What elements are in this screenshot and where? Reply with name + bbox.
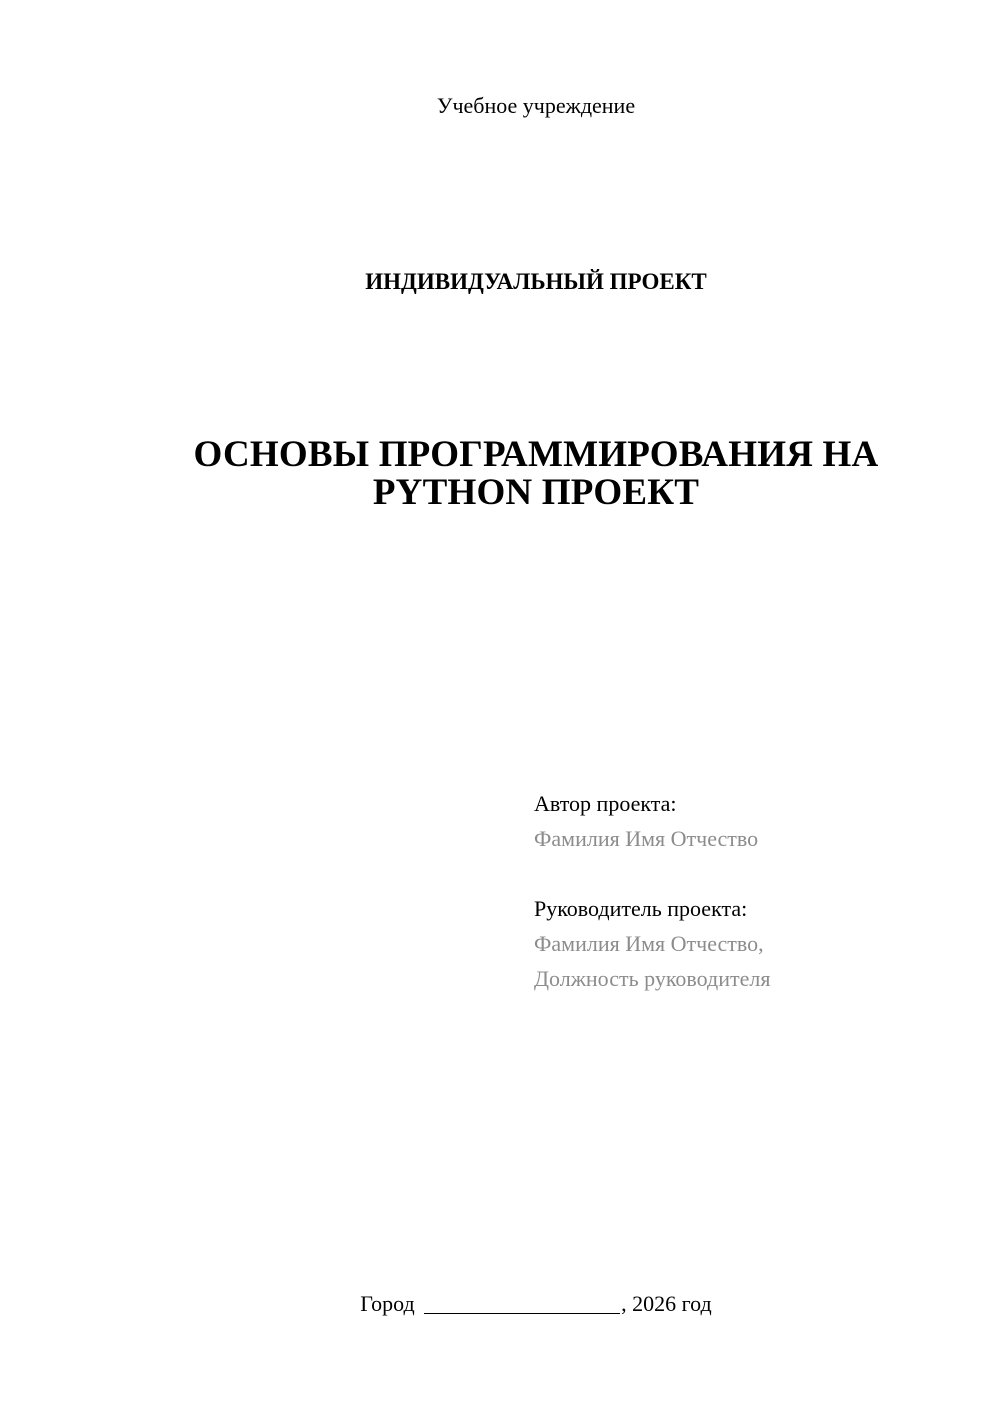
author-name-placeholder: Фамилия Имя Отчество <box>534 826 759 851</box>
project-type-heading: ИНДИВИДУАЛЬНЫЙ ПРОЕКТ <box>365 269 707 294</box>
author-block <box>534 786 954 856</box>
institution-name: Учебное учреждение <box>436 93 636 118</box>
supervisor-label: Руководитель проекта: <box>534 896 748 921</box>
year-text: , 2026 год <box>621 1291 712 1316</box>
supervisor-block <box>534 891 954 996</box>
supervisor-name-placeholder: Фамилия Имя Отчество, <box>534 931 764 956</box>
city-blank-line <box>424 1293 620 1314</box>
author-label: Автор проекта: <box>534 791 677 816</box>
city-label: Город <box>360 1291 415 1316</box>
project-title-line-1: ОСНОВЫ ПРОГРАММИРОВАНИЯ НА <box>193 434 879 475</box>
project-title-line-2: PYTHON ПРОЕКТ <box>372 472 700 513</box>
project-title <box>100 436 972 512</box>
footer-city-year <box>0 1290 1000 1318</box>
supervisor-position-placeholder: Должность руководителя <box>534 966 771 991</box>
